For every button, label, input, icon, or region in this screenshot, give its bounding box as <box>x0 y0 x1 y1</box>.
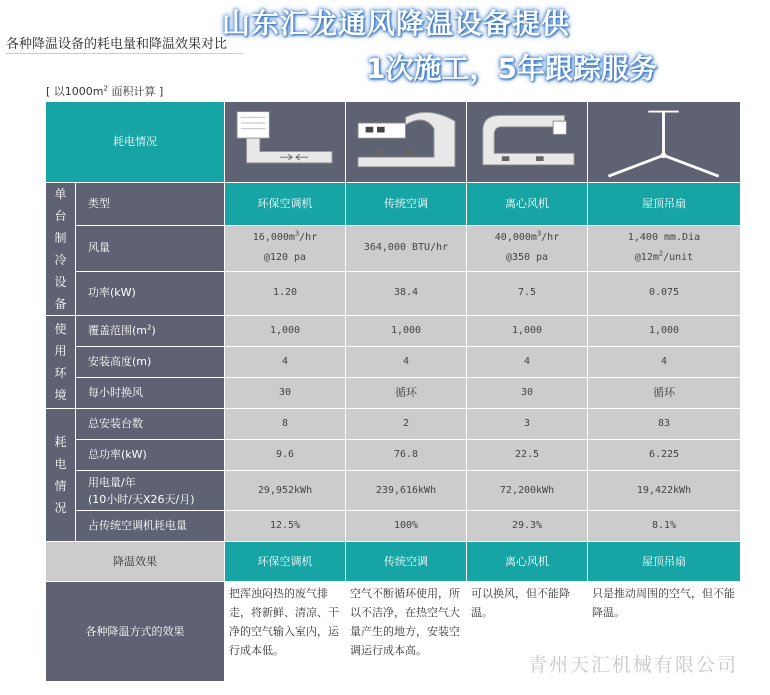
consumption-label: 用电量/年 <box>88 475 136 489</box>
coverage-label: 覆盖范围(m <box>88 324 148 337</box>
coverage-label-end: ) <box>151 324 156 337</box>
banner-line-2: 1次施工，5年跟踪服务 <box>366 52 657 85</box>
group-text: 单台制冷设备 <box>54 187 67 311</box>
table-row <box>46 409 741 440</box>
row-label-type: 类型 <box>76 183 225 226</box>
coverage-sup: 2 <box>147 323 152 332</box>
company-watermark: 青州天汇机械有限公司 <box>528 654 739 676</box>
table-row <box>46 271 741 315</box>
type-cell: 环保空调机 <box>225 183 346 226</box>
air-change-cell: 30 <box>467 378 588 409</box>
effect-cell: 把浑浊闷热的废气排走，将新鲜、清凉、干净的空气输入室内，运行成本低。 <box>225 582 346 682</box>
group-label-unit-cooling <box>46 183 76 316</box>
consumption-cell: 29,952kWh <box>225 471 346 511</box>
row-label-ratio: 占传统空调机耗电量 <box>76 511 225 542</box>
coverage-cell: 1,000 <box>346 316 467 347</box>
power-header-label: 耗电情况 <box>113 135 157 148</box>
cooling-effect-label: 降温效果 <box>46 542 225 582</box>
area-note-prefix: [ 以1000m <box>46 85 104 98</box>
airflow-unit: /hr <box>299 232 318 244</box>
row-label-consumption <box>76 471 225 511</box>
ratio-cell: 8.1% <box>588 511 741 542</box>
row-label-total-power: 总功率(kW) <box>76 440 225 471</box>
comparison-table <box>45 101 741 682</box>
airflow-pressure: @350 pa <box>505 252 549 264</box>
area-note-suffix: 面积计算 ] <box>107 85 164 98</box>
table-row <box>46 226 741 271</box>
consumption-cell: 19,422kWh <box>588 471 741 511</box>
airflow-value: 1,400 mm.Dia <box>627 232 701 244</box>
table-row <box>46 511 741 542</box>
total-units-cell: 8 <box>225 409 346 440</box>
type-cell: 传统空调 <box>346 183 467 226</box>
area-note <box>46 83 163 99</box>
ceiling-fan-icon <box>588 102 741 183</box>
row-label-air-change: 每小时换风 <box>76 378 225 409</box>
type-cell: 屋顶吊扇 <box>588 183 741 226</box>
height-cell: 4 <box>346 347 467 378</box>
group-text: 耗电情况 <box>54 435 67 515</box>
group-label-environment <box>46 316 76 409</box>
airflow-unit: /hr <box>541 232 560 244</box>
airflow-value: 40,000m <box>494 232 537 244</box>
total-units-cell: 2 <box>346 409 467 440</box>
group-label-power <box>46 409 76 542</box>
ratio-cell: 12.5% <box>225 511 346 542</box>
height-cell: 4 <box>467 347 588 378</box>
table-row <box>46 471 741 511</box>
cooling-name-cell: 屋顶吊扇 <box>588 542 741 582</box>
power-cell: 1.20 <box>225 271 346 315</box>
table-row <box>46 183 741 226</box>
ratio-cell: 100% <box>346 511 467 542</box>
consumption-basis: (10小时/天X26天/月) <box>88 492 195 506</box>
cooling-name-cell: 离心风机 <box>467 542 588 582</box>
airflow-cell: 364,000 BTU/hr <box>346 226 467 271</box>
row-label-power: 功率(kW) <box>76 271 225 315</box>
airflow-cell <box>588 226 741 271</box>
banner-line-1: 山东汇龙通风降温设备提供 <box>222 7 571 40</box>
table-row <box>46 316 741 347</box>
airflow-cell <box>467 226 588 271</box>
total-power-cell: 76.8 <box>346 440 467 471</box>
table-row <box>46 542 741 582</box>
table-row <box>46 378 741 409</box>
centrifugal-fan-duct-icon <box>467 102 588 183</box>
row-label-airflow: 风量 <box>76 226 225 271</box>
air-change-cell: 循环 <box>588 378 741 409</box>
consumption-cell: 72,200kWh <box>467 471 588 511</box>
airflow-unit: @12m <box>634 252 659 264</box>
cooling-name-cell: 环保空调机 <box>225 542 346 582</box>
table-row <box>46 347 741 378</box>
airflow-sup: 2 <box>658 250 664 259</box>
total-power-cell: 22.5 <box>467 440 588 471</box>
title-divider <box>6 53 244 54</box>
row-label-total-units: 总安装台数 <box>76 409 225 440</box>
total-units-cell: 3 <box>467 409 588 440</box>
height-cell: 4 <box>588 347 741 378</box>
page-title: 各种降温设备的耗电量和降温效果对比 <box>6 37 228 52</box>
coverage-cell: 1,000 <box>467 316 588 347</box>
power-cell: 38.4 <box>346 271 467 315</box>
total-power-cell: 9.6 <box>225 440 346 471</box>
area-note-sup: 2 <box>103 84 108 93</box>
group-text: 使用环境 <box>54 322 67 402</box>
row-label-coverage <box>76 316 225 347</box>
ratio-cell: 29.3% <box>467 511 588 542</box>
effect-row-label: 各种降温方式的效果 <box>46 582 225 682</box>
air-change-cell: 30 <box>225 378 346 409</box>
effect-cell: 空气不断循环使用，所以不洁净，在热空气大量产生的地方，安装空调运行成本高。 <box>346 582 467 682</box>
row-label-height: 安装高度(m) <box>76 347 225 378</box>
power-header-cell <box>46 102 225 183</box>
total-power-cell: 6.225 <box>588 440 741 471</box>
airflow-sup: 3 <box>294 230 300 239</box>
airflow-sup: 3 <box>536 230 542 239</box>
coverage-cell: 1,000 <box>225 316 346 347</box>
table-row <box>46 440 741 471</box>
airflow-pressure: @120 pa <box>263 252 307 264</box>
airflow-cell <box>225 226 346 271</box>
power-cell: 0.075 <box>588 271 741 315</box>
effect-cell: 只是推动周围的空气，但不能降温。 <box>588 582 741 682</box>
airflow-unit: /unit <box>663 252 694 264</box>
airflow-value: 16,000m <box>252 232 295 244</box>
power-cell: 7.5 <box>467 271 588 315</box>
ac-unit-duct-icon <box>346 102 467 183</box>
evaporative-cooler-icon <box>225 102 346 183</box>
coverage-cell: 1,000 <box>588 316 741 347</box>
air-change-cell: 循环 <box>346 378 467 409</box>
cooling-name-cell: 传统空调 <box>346 542 467 582</box>
effect-cell: 可以换风，但不能降温。 <box>467 582 588 682</box>
header-row <box>46 102 741 183</box>
type-cell: 离心风机 <box>467 183 588 226</box>
consumption-cell: 239,616kWh <box>346 471 467 511</box>
total-units-cell: 83 <box>588 409 741 440</box>
height-cell: 4 <box>225 347 346 378</box>
